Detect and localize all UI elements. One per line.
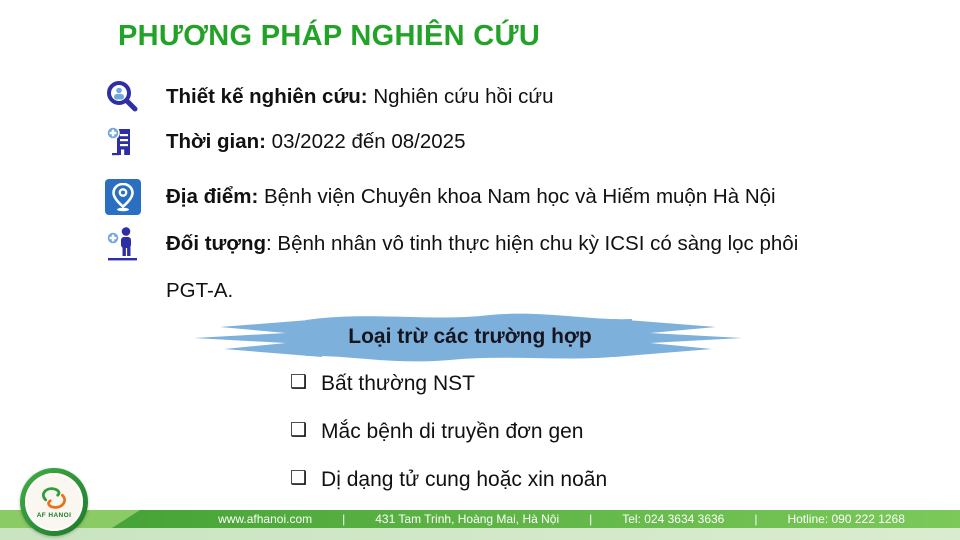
- bullet-label: Đối tượng: [166, 232, 267, 255]
- bullet-time-period: [104, 122, 465, 162]
- bullet-subjects: [166, 220, 834, 314]
- checkbox-icon: ❑: [290, 372, 308, 393]
- checkbox-icon: ❑: [290, 420, 308, 441]
- checkbox-icon: ❑: [290, 468, 308, 489]
- hospital-building-icon: [104, 124, 148, 160]
- bullet-label: Thời gian:: [166, 130, 266, 153]
- magnifier-person-icon: [104, 79, 148, 115]
- bullet-value: 03/2022 đến 08/2025: [265, 130, 466, 153]
- page-title: PHƯƠNG PHÁP NGHIÊN CỨU: [118, 20, 541, 52]
- bullet-value: Bệnh viện Chuyên khoa Nam học và Hiếm muộn Hà Nội: [258, 185, 776, 208]
- footer-strip: [0, 528, 960, 540]
- bullet-text: [166, 185, 776, 209]
- map-pin-icon: [104, 178, 148, 216]
- bullet-text: [166, 85, 554, 109]
- exclusion-banner-label: Loại trừ các trường hợp: [348, 325, 592, 348]
- footer-tel: Tel: 024 3634 3636: [622, 512, 725, 526]
- footer-separator: |: [754, 512, 758, 526]
- logo-text: AF HANOI: [36, 512, 72, 519]
- footer-bar: [0, 510, 960, 528]
- patient-icon: [104, 224, 140, 267]
- list-item-text: Dị dạng tử cung hoặc xin noãn: [321, 467, 608, 491]
- af-hanoi-logo: [20, 468, 88, 536]
- bullet-value: Nghiên cứu hồi cứu: [367, 85, 554, 108]
- bullet-label: Thiết kế nghiên cứu:: [166, 85, 368, 108]
- bullet-study-design: [104, 78, 554, 116]
- list-item-text: Mắc bệnh di truyền đơn gen: [321, 419, 584, 443]
- footer-address: 431 Tam Trinh, Hoàng Mai, Hà Nội: [375, 512, 560, 526]
- footer-contact-info: [175, 510, 948, 528]
- list-item: [290, 416, 607, 447]
- exclusion-banner: [190, 310, 746, 364]
- list-item: [290, 464, 607, 495]
- footer-separator: |: [342, 512, 346, 526]
- af-hanoi-logo-inner: [25, 473, 83, 531]
- bullet-value: : Bệnh nhân vô tinh thực hiện chu kỳ ICSI có sàng lọc phôi PGT-A.: [166, 232, 799, 302]
- bullet-label: Địa điểm:: [166, 185, 259, 208]
- exclusion-list: [290, 368, 607, 512]
- bullet-text: [166, 130, 465, 154]
- bullet-location: [104, 176, 776, 218]
- logo-swirl-icon: [37, 485, 71, 511]
- list-item: [290, 368, 607, 399]
- list-item-text: Bất thường NST: [321, 371, 475, 395]
- footer-hotline: Hotline: 090 222 1268: [787, 512, 905, 526]
- footer-separator: |: [589, 512, 593, 526]
- footer-website: www.afhanoi.com: [218, 512, 313, 526]
